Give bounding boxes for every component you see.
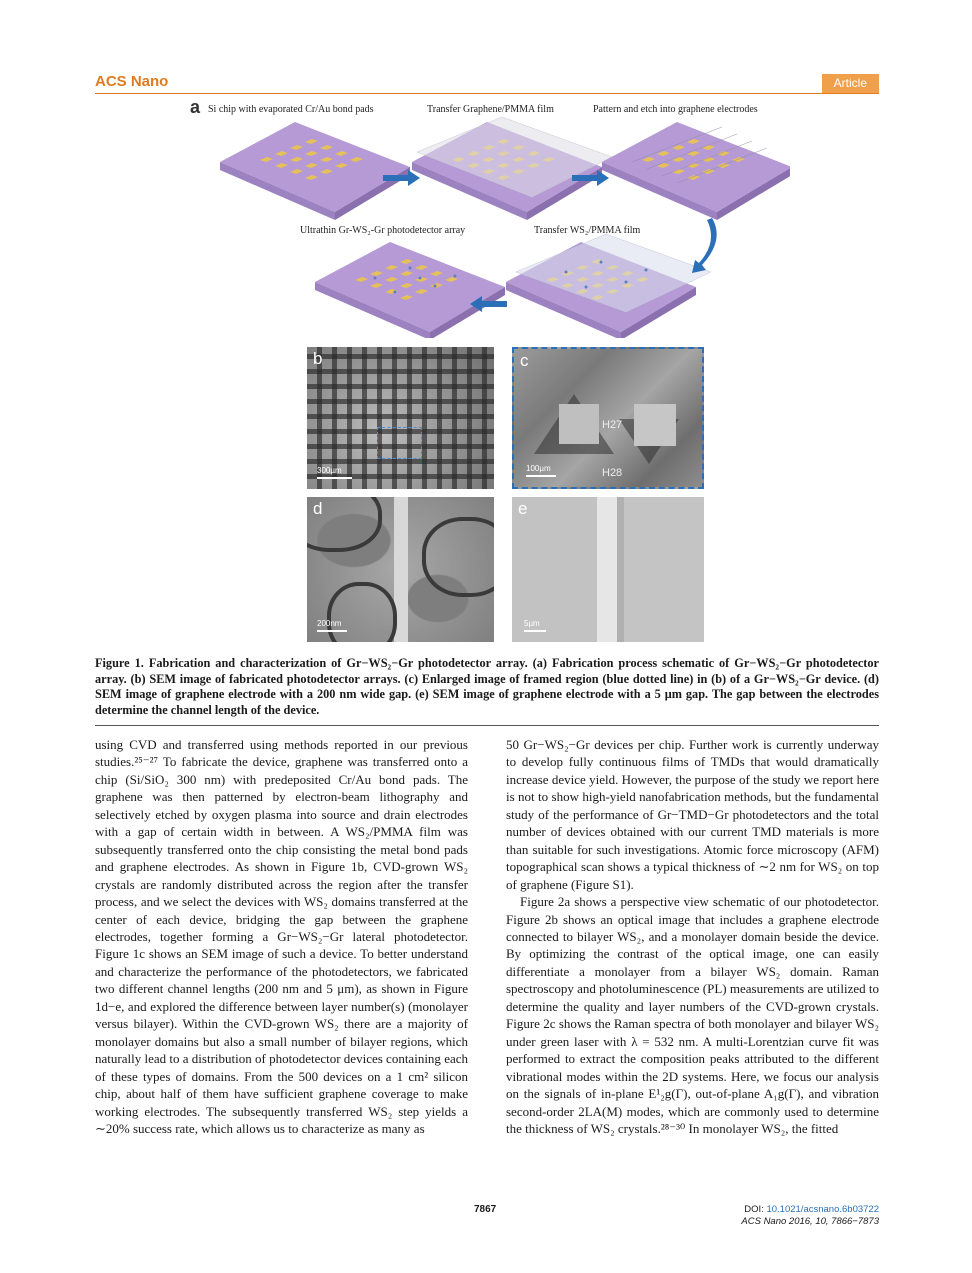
caption-divider [95, 725, 879, 726]
footer-doi-block [741, 1204, 879, 1228]
step-label-1: Si chip with evaporated Cr/Au bond pads [208, 104, 374, 115]
device-label-h27: H27 [602, 419, 623, 431]
page-header [95, 73, 879, 94]
chip-4 [506, 234, 711, 338]
article-type-badge: Article [822, 74, 879, 93]
doi-link[interactable]: 10.1021/acsnano.6b03722 [766, 1204, 879, 1215]
scalebar-d [317, 630, 347, 632]
sem-panel-b [307, 347, 494, 489]
panel-letter-a: a [190, 97, 201, 117]
scalebar-c [526, 475, 556, 477]
caption-text: Fabrication and characterization of Gr−WS₂−Gr photodetector array. (a) Fabrication process schematic of Gr−WS₂−Gr photodetector array. (b) SEM image of fabricated photodetector arrays. (c) Enlarged image of framed region (blue dotted line) in (b) of a Gr−WS₂−Gr device. (d) SEM image of graphene electrode with a 200 nm wide gap. (e) SEM image of graphene electrode with a 5 μm gap. The gap between the electrodes determine the channel length of the device. [95, 656, 879, 717]
scale-label-e: 5µm [524, 619, 540, 628]
left-paragraph: using CVD and transferred using methods reported in our previous studies.²⁵⁻²⁷ To fabricate the device, graphene was transferred onto a chip (Si/SiO₂ 300 nm) with predeposited Cr/Au bond pads. The graphene was then patterned by electron-beam lithography and selectively etched by oxygen plasma into source and drain electrodes with a gap of certain width in between. A WS₂/PMMA film was subsequently transferred onto the chip consisting the metal bond pads and graphene electrodes. As shown in Figure 1b, CVD-grown WS₂ crystals are randomly distributed across the region after the transfer process, and we select the devices with WS₂ domains transferred at the center of each device, bridging the gap between the graphene electrodes, together forming a Gr−WS₂−Gr lateral photodetector. Figure 1c shows an SEM image of such a device. To better understand and characterize the performance of the photodetectors, we fabricated two different channel lengths (200 nm and 5 μm), as shown in Figure 1d−e, and explored the difference between layer number(s) (monolayer versus bilayer). Within the CVD-grown WS₂ there are a majority of monolayer domains but also a small number of bilayer regions, which naturally lead to a distribution of photodetector devices containing each of these types of domains. From the 500 devices on a 1 cm² silicon chip, about half of them have sufficient graphene coverage to make working electrodes. The subsequently transferred WS₂ step yields a ∼20% success rate, which allows us to characterize as many as [95, 737, 468, 1136]
schematic-drawing [180, 100, 790, 338]
fabrication-schematic [180, 97, 790, 338]
electrode-pad-2 [634, 404, 676, 446]
step-label-3: Pattern and etch into graphene electrodes [593, 104, 758, 115]
scale-label-c: 100µm [526, 464, 551, 473]
page-number: 7867 [474, 1204, 497, 1215]
journal-name: ACS Nano [95, 73, 169, 90]
device-label-h28: H28 [602, 467, 623, 479]
right-paragraph-2: Figure 2a shows a perspective view schematic of our photodetector. Figure 2b shows an optical image that includes a graphene electrode connected to bilayer WS₂, and a monolayer domain beside the device. By optimizing the contrast of the optical image, one can easily differentiate a monolayer from a bilayer WS₂ domain. Raman spectroscopy and photoluminescence (PL) measurements are utilized to determine the quality and layer numbers of the CVD-grown crystals. Figure 2c shows the Raman spectra of both monolayer and bilayer WS₂ under green laser with λ = 532 nm. A multi-Lorentzian curve fit was performed to extract the composition peaks attributed to the different vibrational modes within the 2D systems. Here, we focus our analysis on the signals of in-plane E¹₂g(Γ), out-of-plane A₁g(Γ), and vibration second-order 2LA(M) modes, which are commonly used to determine the thickness of WS₂ crystals.²⁸⁻³⁰ In monolayer WS₂, the fitted [506, 894, 879, 1136]
framed-region [377, 427, 422, 459]
panel-letter-b: b [313, 349, 323, 368]
step-label-2: Transfer Graphene/PMMA film [427, 104, 554, 115]
chip-1 [220, 122, 410, 220]
scale-label-d: 200nm [317, 619, 342, 628]
right-paragraph-1: 50 Gr−WS₂−Gr devices per chip. Further work is currently underway to develop fully continuous films of TMDs that would dramatically increase device yield. However, the purpose of the study we report here is not to show high-yield nanofabrication methods, but the fundamental study of the performance of Gr−TMD−Gr photodetectors and the total number of devices obtained with our current TMD materials is more than suitable for such investigations. Atomic force microscopy (AFM) topographical scan shows a typical thickness of ∼2 nm for WS₂ on top of graphene (Figure S1). [506, 737, 879, 892]
panel-letter-d: d [313, 499, 323, 518]
scale-label-b: 300µm [317, 466, 342, 475]
sem-panel-e [512, 497, 704, 642]
chip-5 [315, 242, 505, 338]
citation: ACS Nano 2016, 10, 7866−7873 [741, 1216, 879, 1227]
panel-letter-e: e [518, 499, 528, 518]
caption-label: Figure 1. [95, 656, 144, 670]
scalebar-e [524, 630, 546, 632]
step-label-4: Transfer WS₂/PMMA film [534, 225, 641, 236]
domain-boundary-2 [422, 517, 494, 597]
scalebar-b [317, 477, 352, 479]
panel-letter-c: c [520, 351, 529, 370]
sem-panel-d [307, 497, 494, 642]
sem-panel-c [512, 347, 704, 489]
domain-boundary-3 [327, 582, 397, 642]
body-column-left [95, 736, 468, 1137]
electrode-pad-1 [559, 404, 599, 444]
step-label-5: Ultrathin Gr-WS₂-Gr photodetector array [300, 225, 466, 236]
chip-2 [412, 117, 612, 220]
doi-label: DOI: [744, 1204, 764, 1215]
figure-caption [95, 656, 879, 718]
chip-3 [602, 122, 790, 220]
body-column-right [506, 736, 879, 1137]
